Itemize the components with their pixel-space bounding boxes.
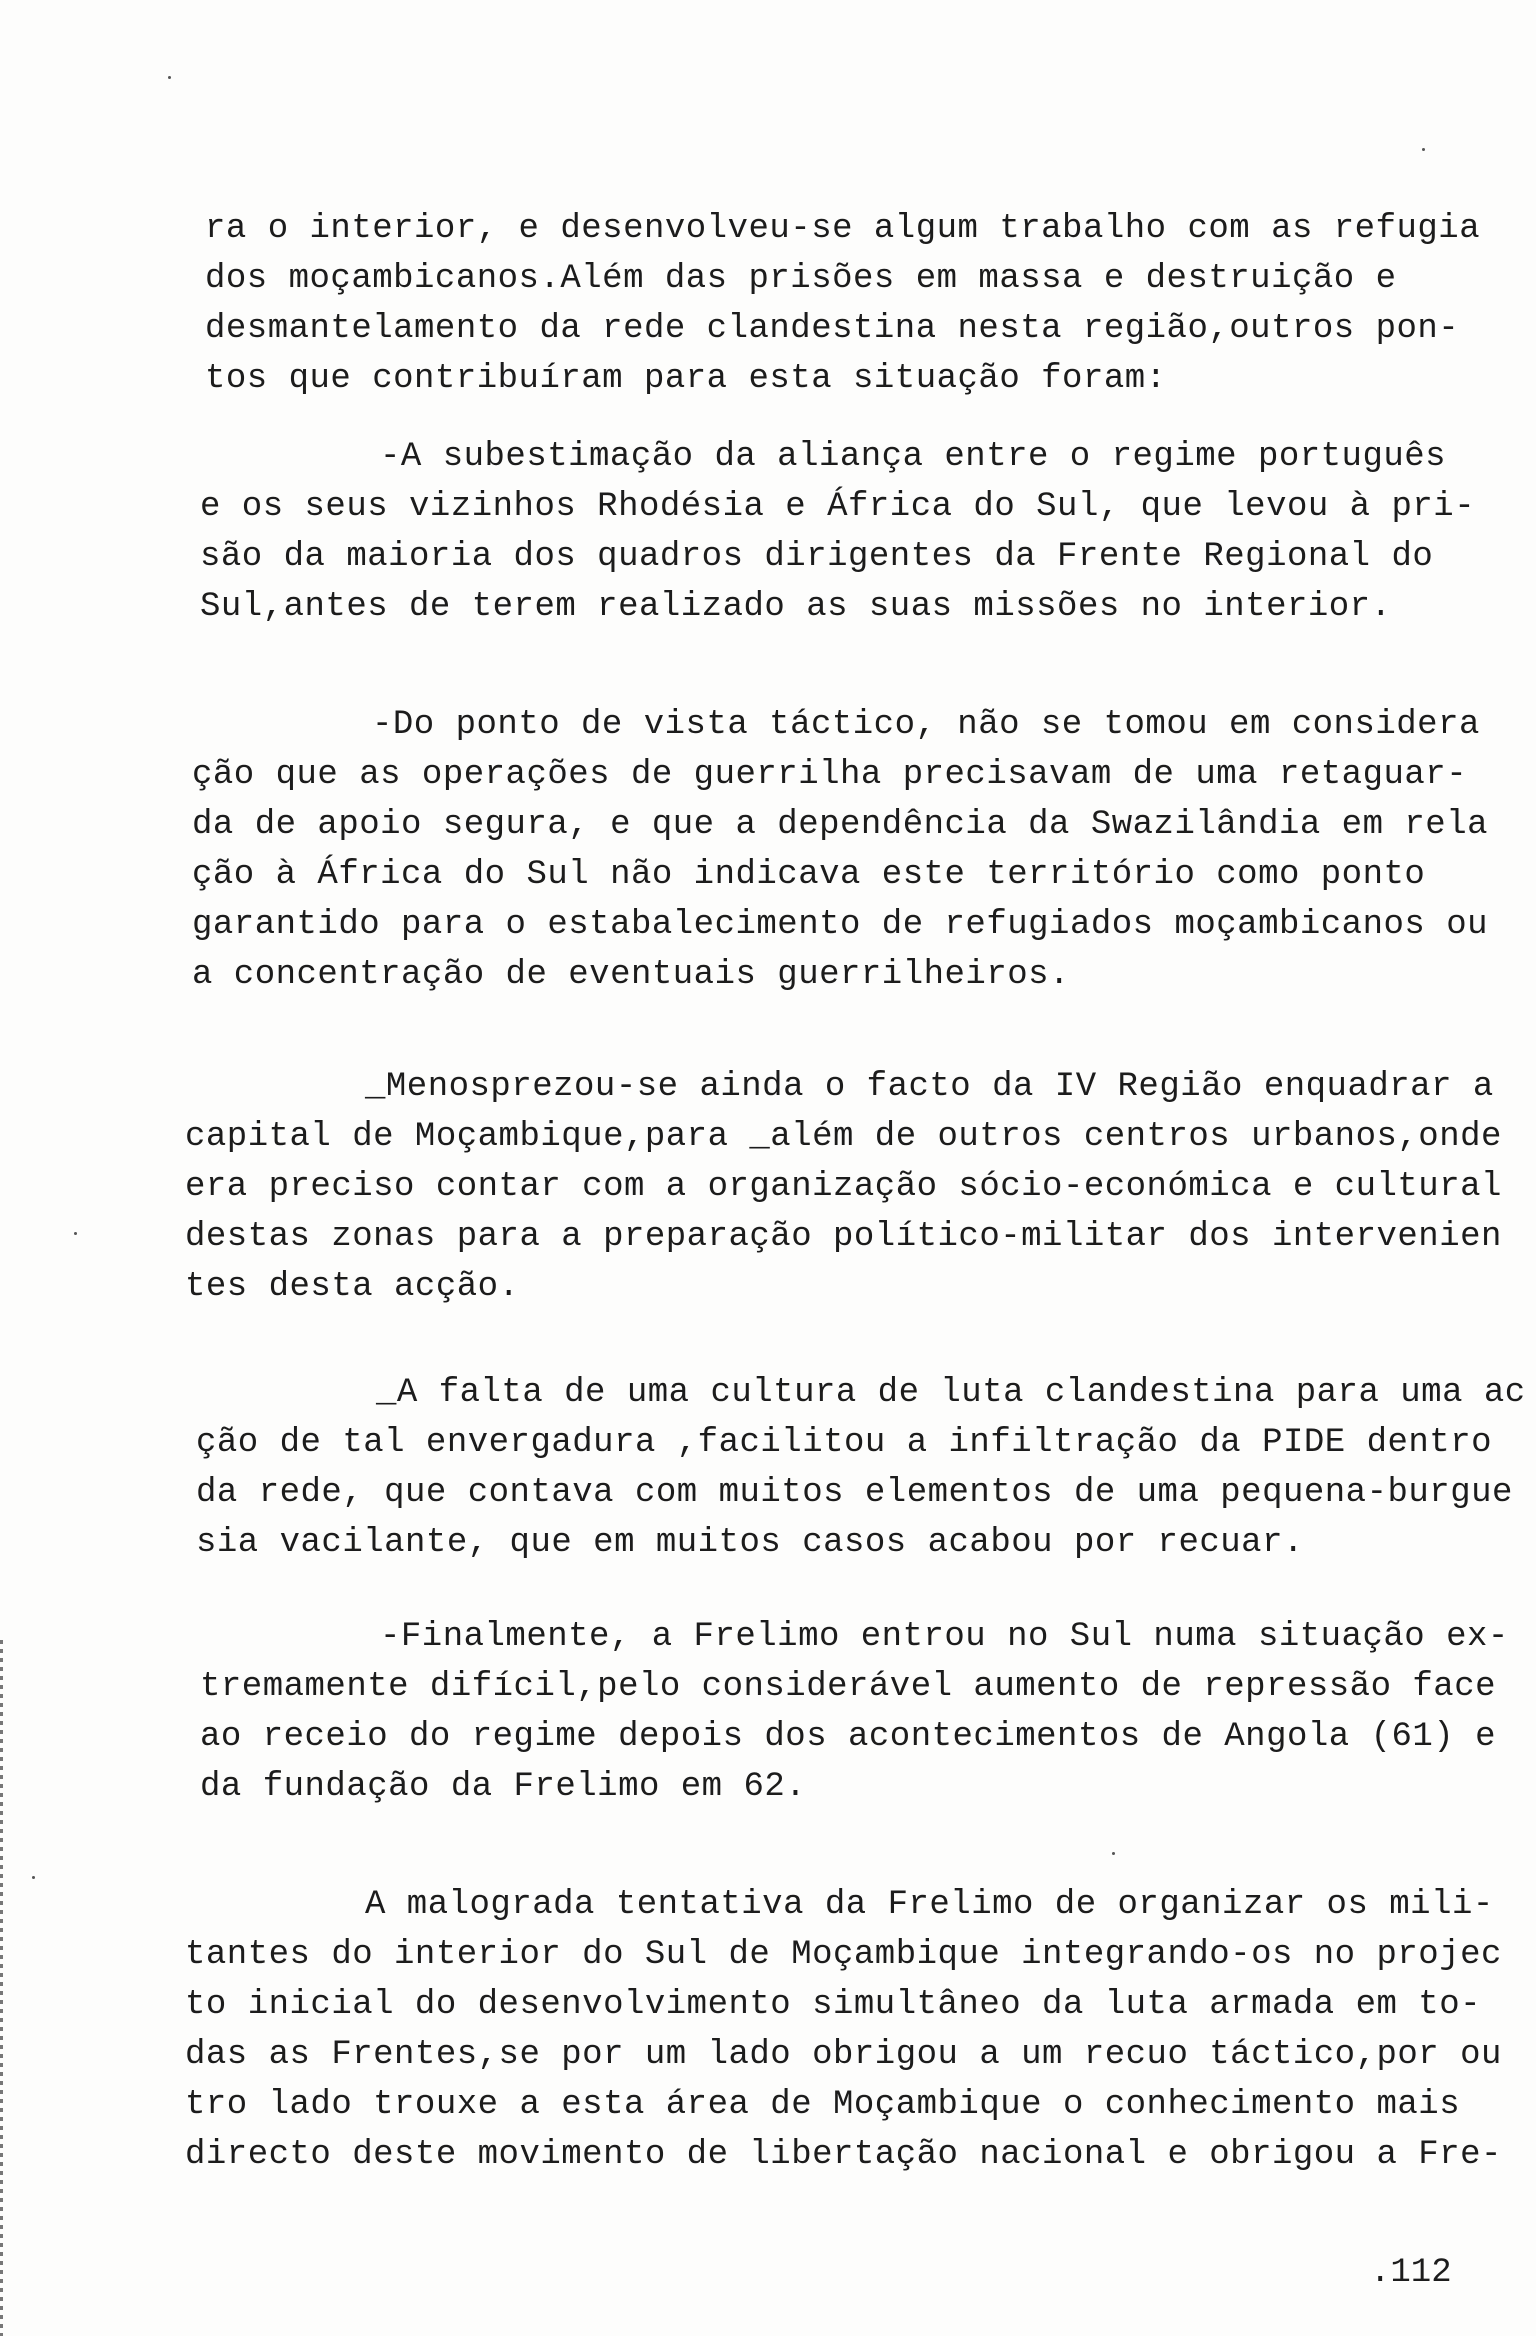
text-line: são da maioria dos quadros dirigentes da Frente Regional do <box>200 538 1434 576</box>
page-number: .112 <box>1370 2254 1452 2292</box>
text-line: da fundação da Frelimo em 62. <box>200 1768 807 1806</box>
scan-speck <box>74 1232 77 1235</box>
text-line: desmantelamento da rede clandestina nesta região,outros pon- <box>205 310 1460 348</box>
paragraph-2 <box>200 432 1530 632</box>
text-line: -Do ponto de vista táctico, não se tomou em considera <box>372 706 1480 744</box>
text-line: capital de Moçambique,para _além de outros centros urbanos,onde <box>185 1118 1502 1156</box>
paragraph-5 <box>196 1368 1526 1568</box>
paragraph-7 <box>185 1880 1515 2180</box>
text-line: ção à África do Sul não indicava este território como ponto <box>192 856 1426 894</box>
scan-margin-rule <box>0 1640 3 2336</box>
text-line: a concentração de eventuais guerrilheiros. <box>192 956 1070 994</box>
text-line: da rede, que contava com muitos elementos de uma pequena-burgue <box>196 1474 1513 1512</box>
text-line: das as Frentes,se por um lado obrigou a um recuo táctico,por ou <box>185 2036 1502 2074</box>
scan-speck <box>32 1876 35 1879</box>
text-line: tos que contribuíram para esta situação foram: <box>205 360 1167 398</box>
text-line: era preciso contar com a organização sócio-económica e cultural <box>185 1168 1502 1206</box>
text-line: tro lado trouxe a esta área de Moçambique o conhecimento mais <box>185 2086 1461 2124</box>
paragraph-4 <box>185 1062 1515 1312</box>
text-line: A malograda tentativa da Frelimo de organizar os mili- <box>365 1886 1494 1924</box>
text-line: ra o interior, e desenvolveu-se algum trabalho com as refugia <box>205 210 1481 248</box>
text-line: _A falta de uma cultura de luta clandestina para uma ac <box>376 1374 1526 1412</box>
text-line: Sul,antes de terem realizado as suas missões no interior. <box>200 588 1392 626</box>
text-line: garantido para o estabalecimento de refugiados moçambicanos ou <box>192 906 1489 944</box>
paragraph-1 <box>205 204 1535 404</box>
text-line: destas zonas para a preparação político-militar dos intervenien <box>185 1218 1502 1256</box>
scan-speck <box>1422 148 1425 151</box>
paragraph-3 <box>192 700 1522 1000</box>
text-line: -A subestimação da aliança entre o regime português <box>380 438 1447 476</box>
text-line: dos moçambicanos.Além das prisões em massa e destruição e <box>205 260 1397 298</box>
text-line: ção de tal envergadura ,facilitou a infiltração da PIDE dentro <box>196 1424 1493 1462</box>
text-line: _Menosprezou-se ainda o facto da IV Região enquadrar a <box>365 1068 1494 1106</box>
text-line: tremamente difícil,pelo considerável aumento de repressão face <box>200 1668 1497 1706</box>
text-line: ção que as operações de guerrilha precisavam de uma retaguar- <box>192 756 1468 794</box>
paragraph-6 <box>200 1612 1530 1812</box>
text-line: sia vacilante, que em muitos casos acabou por recuar. <box>196 1524 1304 1562</box>
scan-speck <box>1112 1852 1115 1855</box>
text-line: to inicial do desenvolvimento simultâneo da luta armada em to- <box>185 1986 1482 2024</box>
scan-speck <box>168 76 171 79</box>
text-line: directo deste movimento de libertação nacional e obrigou a Fre- <box>185 2136 1502 2174</box>
text-line: da de apoio segura, e que a dependência da Swazilândia em rela <box>192 806 1489 844</box>
text-line: e os seus vizinhos Rhodésia e África do Sul, que levou à pri- <box>200 488 1476 526</box>
text-line: tantes do interior do Sul de Moçambique integrando-os no projec <box>185 1936 1502 1974</box>
text-line: -Finalmente, a Frelimo entrou no Sul numa situação ex- <box>380 1618 1509 1656</box>
text-line: ao receio do regime depois dos acontecimentos de Angola (61) e <box>200 1718 1497 1756</box>
text-line: tes desta acção. <box>185 1268 520 1306</box>
